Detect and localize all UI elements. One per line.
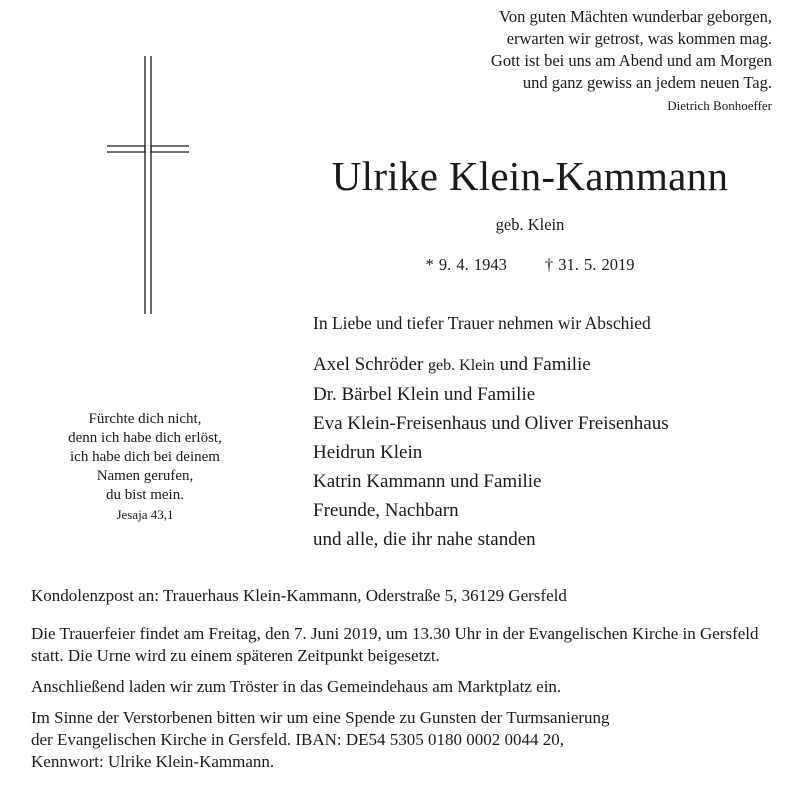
birth-date: * 9. 4. 1943 xyxy=(425,255,507,274)
death-date: † 31. 5. 2019 xyxy=(544,255,635,274)
reception-notice: Anschließend laden wir zum Tröster in das Gemeindehaus am Marktplatz ein. xyxy=(31,677,562,696)
donation-line: Kennwort: Ulrike Klein-Kammann. xyxy=(31,752,275,771)
life-dates xyxy=(250,255,800,275)
bible-quote-line: denn ich habe dich erlöst, xyxy=(68,430,222,446)
cross-icon xyxy=(107,56,189,314)
donation-line: der Evangelischen Kirche in Gersfeld. IBAN: DE54 5305 0180 0002 0044 20, xyxy=(31,730,565,749)
bible-reference: Jesaja 43,1 xyxy=(116,507,174,522)
bible-quote xyxy=(10,410,280,524)
condolence-address: Kondolenzpost an: Trauerhaus Klein-Kammann, Oderstraße 5, 36129 Gersfeld xyxy=(31,586,567,605)
mourner-line: und alle, die ihr nahe standen xyxy=(313,529,536,550)
farewell-text: In Liebe und tiefer Trauer nehmen wir Abschied xyxy=(313,313,651,333)
notices-section xyxy=(31,585,779,782)
quote-line: Von guten Mächten wunderbar geborgen, xyxy=(499,7,772,26)
quote-line: erwarten wir getrost, was kommen mag. xyxy=(506,29,772,48)
bible-quote-line: ich habe dich bei deinem xyxy=(70,449,220,465)
bible-quote-line: Namen gerufen, xyxy=(96,468,194,484)
mourner-line xyxy=(313,350,669,380)
quote-line: und ganz gewiss an jedem neuen Tag. xyxy=(522,73,772,92)
bonhoeffer-quote xyxy=(352,6,772,116)
mourner-line: Heidrun Klein xyxy=(313,442,423,463)
mourner-name: Axel Schröder xyxy=(313,354,424,375)
mourner-birth-name: geb. Klein xyxy=(428,357,495,374)
bible-quote-line: Fürchte dich nicht, xyxy=(88,411,202,427)
donation-notice xyxy=(31,707,779,773)
bible-quote-line: du bist mein. xyxy=(106,487,184,503)
birth-name: geb. Klein xyxy=(495,215,565,234)
mourner-line: Katrin Kammann und Familie xyxy=(313,471,542,492)
donation-line: Im Sinne der Verstorbenen bitten wir um eine Spende zu Gunsten der Turmsanierung xyxy=(31,708,610,727)
mourner-line: Dr. Bärbel Klein und Familie xyxy=(313,384,536,405)
mourner-line: Freunde, Nachbarn xyxy=(313,500,459,521)
mourner-line: Eva Klein-Freisenhaus und Oliver Freisenhaus xyxy=(313,413,669,434)
quote-author: Dietrich Bonhoeffer xyxy=(667,98,772,113)
quote-line: Gott ist bei uns am Abend und am Morgen xyxy=(490,51,772,70)
deceased-name: Ulrike Klein-Kammann xyxy=(331,153,729,199)
mourners-list xyxy=(313,350,669,554)
mourner-suffix: und Familie xyxy=(499,354,591,375)
ceremony-notice: Die Trauerfeier findet am Freitag, den 7. Juni 2019, um 13.30 Uhr in der Evangelischen Kirche in Gersfeld statt. Die Urne wird zu einem späteren Zeitpunkt beigesetzt. xyxy=(31,624,759,665)
